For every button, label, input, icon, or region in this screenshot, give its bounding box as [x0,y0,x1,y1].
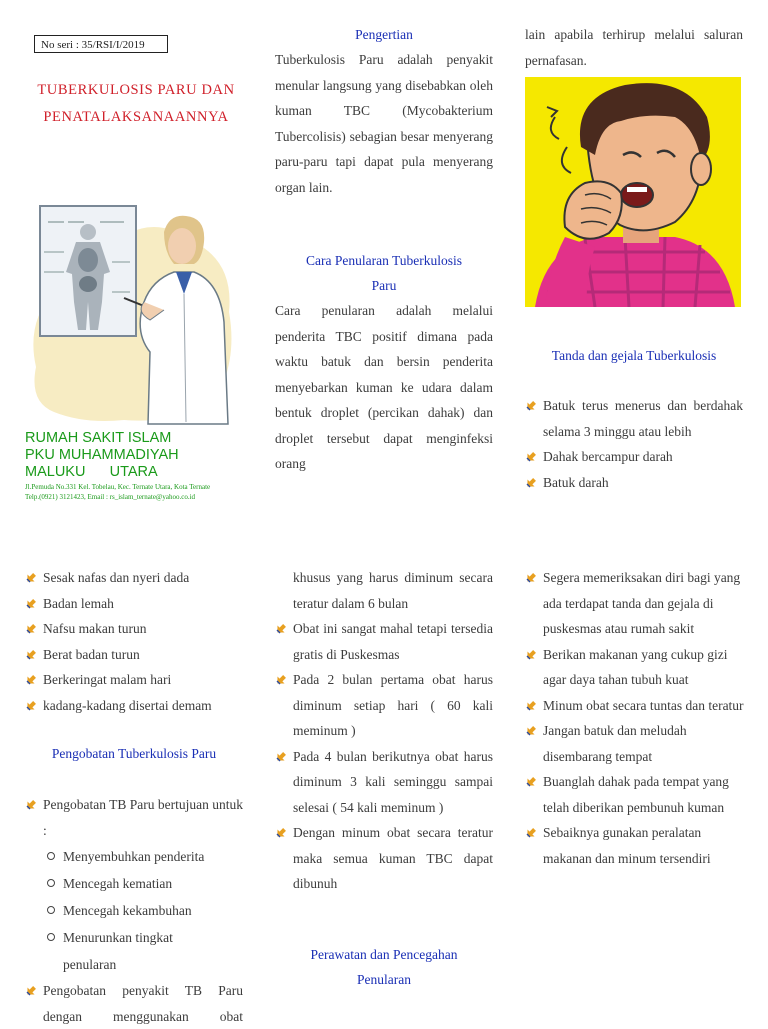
arrow-bullet-icon [275,827,287,839]
arrow-bullet-icon [525,700,537,712]
list-item: Pada 2 bulan pertama obat harus diminum setiap hari ( 60 kali meminum ) [275,667,493,744]
arrow-bullet-icon [25,572,37,584]
list-item: Nafsu makan turun [25,616,255,642]
col3-continuation-text: lain apabila terhirup melalui saluran pernafasan. [525,27,743,68]
penularan-section [275,248,493,477]
list-item: Badan lemah [25,591,255,617]
perawatan-heading-line-2: Penularan [357,972,411,987]
arrow-bullet-icon [25,598,37,610]
hospital-line-2: PKU MUHAMMADIYAH [25,447,179,463]
pengobatan-continuation-text: khusus yang harus diminum secara teratur dalam 6 bulan [293,570,493,611]
list-item: Sesak nafas dan nyeri dada [25,565,255,591]
hospital-line-3: MALUKU UTARA [25,464,158,480]
list-item: kadang-kadang disertai demam [25,693,255,719]
list-item: Sebaiknya gunakan peralatan makanan dan minum tersendiri [525,820,745,871]
penularan-heading-line-2: Paru [371,278,397,293]
arrow-bullet-icon [525,400,537,412]
title-line-2: PENATALAKSANAANNYA [43,109,229,125]
pencegahan-list [525,565,745,871]
arrow-bullet-icon [525,477,537,489]
pengobatan-lanjutan-list [275,616,493,897]
perawatan-heading-line-1: Perawatan dan Pencegahan [310,947,458,962]
circle-bullet-icon [47,879,55,887]
arrow-bullet-icon [25,985,37,997]
list-item: Menurunkan tingkat penularan [45,924,183,978]
arrow-bullet-icon [275,674,287,686]
pengertian-section [275,22,493,200]
arrow-bullet-icon [525,649,537,661]
arrow-bullet-icon [525,725,537,737]
list-item: Mencegah kematian [45,870,243,897]
list-item: Menyembuhkan penderita [45,843,243,870]
list-item: Mencegah kekambuhan [45,897,243,924]
list-item: Pengobatan TB Paru bertujuan untuk : [25,792,243,843]
arrow-bullet-icon [25,674,37,686]
arrow-bullet-icon [275,623,287,635]
arrow-bullet-icon [25,799,37,811]
title-line-1: TUBERKULOSIS PARU DAN [37,82,235,98]
list-item: Berat badan turun [25,642,255,668]
list-item: Dengan minum obat secara teratur maka semua kuman TBC dapat dibunuh [275,820,493,897]
list-item: Batuk terus menerus dan berdahak selama 3 minggu atau lebih [525,393,743,444]
document-title [18,77,254,131]
list-item: Minum obat secara tuntas dan teratur [525,693,745,719]
pengobatan-sublist [25,843,243,978]
list-item: Pengobatan penyakit TB Paru dengan menggunakan obat [25,978,243,1029]
circle-bullet-icon [47,933,55,941]
circle-bullet-icon [47,906,55,914]
arrow-bullet-icon [275,751,287,763]
hospital-address-text: Jl.Pemuda No.331 Kel. Tobelau, Kec. Ternate Utara, Kota Ternate [25,483,211,491]
list-item: Berikan makanan yang cukup gizi agar daya tahan tubuh kuat [525,642,745,693]
arrow-bullet-icon [525,572,537,584]
arrow-bullet-icon [25,623,37,635]
coughing-boy-illustration [525,77,741,307]
list-item: Berkeringat malam hari [25,667,255,693]
penularan-text: Cara penularan adalah melalui penderita TBC positif dimana pada waktu batuk dan bersin penderita menyebarkan kuman ke udara dalam bentuk droplet (percikan dahak) dan droplet tersebut dapat menginfeksi orang [275,303,493,471]
circle-bullet-icon [47,852,55,860]
tanda-list [525,393,743,495]
pengertian-text: Tuberkulosis Paru adalah penyakit menular langsung yang disebabkan oleh kuman TBC (Mycobakterium Tubercolisis) sebagian besar menyerang paru-paru tapi dapat pula menyerang organ lain. [275,52,493,195]
tanda-heading: Tanda dan gejala Tuberkulosis [551,348,717,363]
serial-number: No seri : 35/RSI/I/2019 [41,39,145,51]
list-item: Dahak bercampur darah [525,444,743,470]
list-item: Pada 4 bulan berikutnya obat harus diminum 3 kali seminggu sampai selesai ( 54 kali meminum ) [275,744,493,821]
arrow-bullet-icon [525,827,537,839]
pengobatan-lanjutan-section [275,565,493,897]
list-item: Obat ini sangat mahal tetapi tersedia gratis di Puskesmas [275,616,493,667]
hospital-contact-text: Telp.(0921) 3121423, Email : rs_islam_ternate@yahoo.co.id [25,492,196,501]
pengobatan-heading: Pengobatan Tuberkulosis Paru [51,746,217,761]
pengobatan-list [25,792,243,843]
hospital-name [25,430,179,481]
hospital-line-1: RUMAH SAKIT ISLAM [25,430,172,446]
penularan-heading-line-1: Cara Penularan Tuberkulosis [306,253,462,268]
doctor-illustration [24,202,240,426]
list-item: Jangan batuk dan meludah disembarang tempat [525,718,745,769]
arrow-bullet-icon [25,649,37,661]
list-item: Batuk darah [525,470,743,496]
perawatan-heading [275,942,493,992]
pengobatan-list-2 [25,978,243,1029]
gejala-lanjutan-list [25,565,255,718]
hospital-address [25,483,225,502]
pengobatan-section [25,792,243,1029]
tanda-section [525,343,743,495]
arrow-bullet-icon [525,776,537,788]
pengertian-heading: Pengertian [355,27,413,42]
serial-number-box [34,35,168,53]
arrow-bullet-icon [525,451,537,463]
arrow-bullet-icon [25,700,37,712]
list-item: Buanglah dahak pada tempat yang telah diberikan pembunuh kuman [525,769,745,820]
list-item: Segera memeriksakan diri bagi yang ada terdapat tanda dan gejala di puskesmas atau rumah sakit [525,565,745,642]
